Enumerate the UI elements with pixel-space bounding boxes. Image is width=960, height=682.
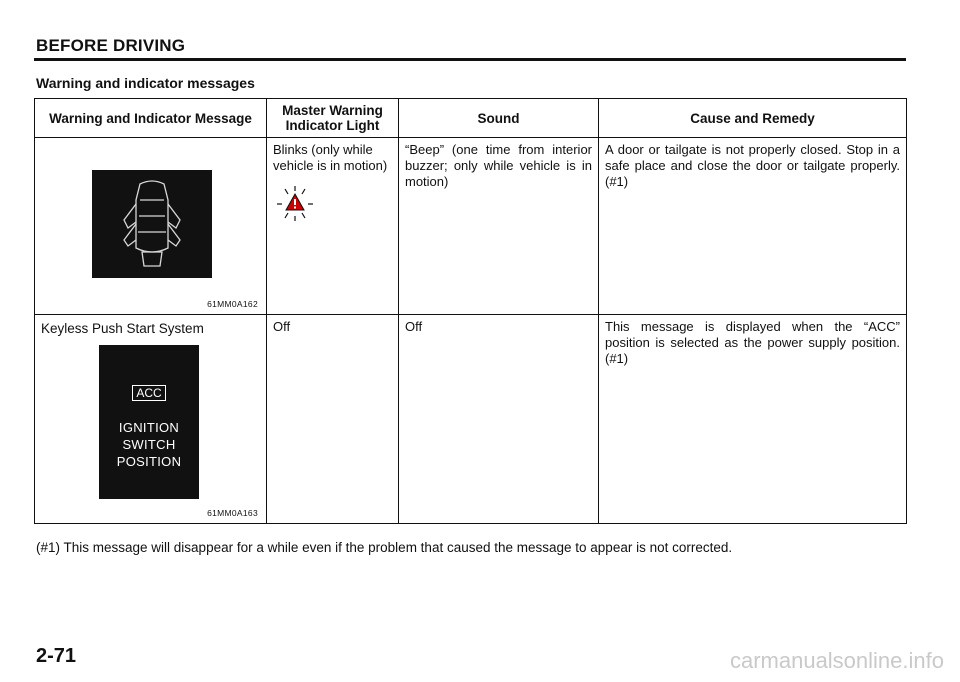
message-cell (35, 138, 267, 315)
message-cell (35, 315, 267, 524)
section-rule (34, 58, 906, 61)
page-number: 2-71 (36, 645, 77, 667)
ignition-position-display (99, 345, 199, 499)
image-code: 61MM0A162 (207, 299, 258, 309)
column-header-sound: Sound (399, 99, 599, 138)
sound-cell: Off (399, 315, 599, 524)
acc-badge: ACC (132, 385, 165, 401)
footnote: (#1) This message will disappear for a while even if the problem that caused the message to appear is not corrected. (36, 540, 733, 555)
column-header-message: Warning and Indicator Message (35, 99, 267, 138)
car-open-doors-icon (92, 170, 212, 278)
cause-remedy-cell: This message is displayed when the “ACC” position is selected as the power supply position. (#1) (599, 315, 907, 524)
table-header-row (35, 99, 907, 138)
door-open-display (92, 170, 212, 278)
blinking-warning-triangle-icon (273, 184, 317, 224)
column-header-cause-remedy: Cause and Remedy (599, 99, 907, 138)
ignition-line: IGNITION (118, 420, 180, 435)
sound-cell: “Beep” (one time from interior buzzer; only while vehicle is in motion) (399, 138, 599, 315)
table-row (35, 315, 907, 524)
cause-remedy-cell: A door or tailgate is not properly closed. Stop in a safe place and close the door or tailgate properly. (#1) (599, 138, 907, 315)
master-light-cell (267, 138, 399, 315)
ignition-text (99, 419, 199, 470)
watermark: carmanualsonline.info (729, 648, 944, 673)
section-title: BEFORE DRIVING (36, 36, 186, 55)
image-code: 61MM0A163 (207, 508, 258, 518)
ignition-line: SWITCH (122, 437, 176, 452)
master-light-text: Blinks (only while vehicle is in motion) (273, 142, 388, 173)
master-light-cell: Off (267, 315, 399, 524)
warning-message-table (34, 98, 907, 524)
table-row (35, 138, 907, 315)
ignition-line: POSITION (116, 454, 182, 469)
message-text: Keyless Push Start System (41, 321, 204, 336)
subsection-title: Warning and indicator messages (36, 75, 255, 91)
column-header-master-light: Master Warning Indicator Light (267, 99, 399, 138)
